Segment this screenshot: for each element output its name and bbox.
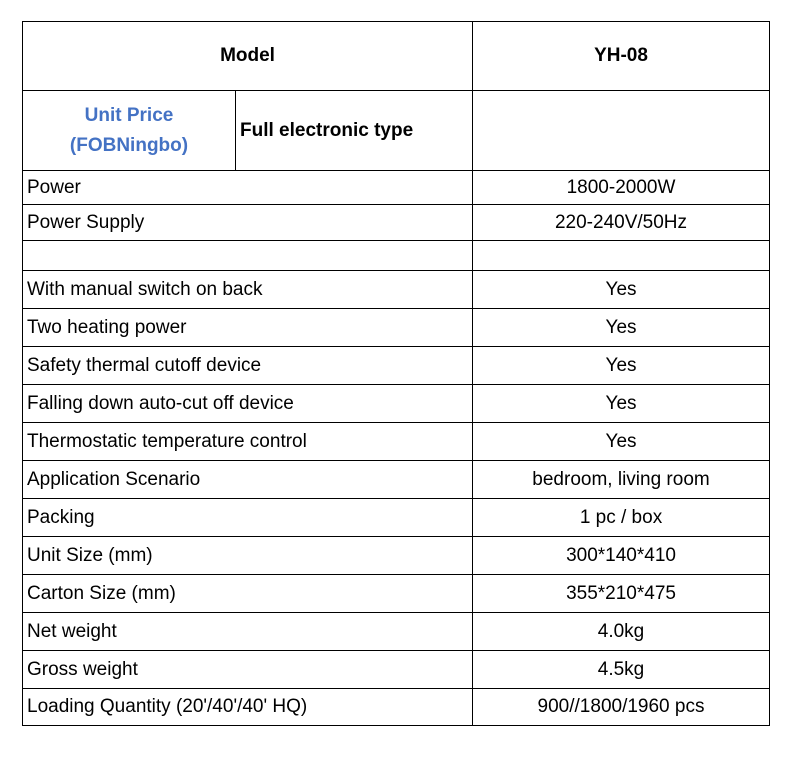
- row-value: Yes: [473, 423, 770, 461]
- table-row: [23, 205, 770, 241]
- model-value: YH-08: [473, 22, 770, 91]
- unit-price-label: [23, 91, 236, 171]
- row-label: Falling down auto-cut off device: [23, 385, 473, 423]
- table-row: [23, 651, 770, 689]
- row-value: 1800-2000W: [473, 171, 770, 205]
- row-value: bedroom, living room: [473, 461, 770, 499]
- row-label: Power Supply: [23, 205, 473, 241]
- table-row: [23, 241, 770, 271]
- row-value: Yes: [473, 385, 770, 423]
- product-type: Full electronic type: [236, 91, 473, 171]
- table-row: [23, 689, 770, 726]
- row-value: 4.0kg: [473, 613, 770, 651]
- row-label: Unit Size (mm): [23, 537, 473, 575]
- table-row: [23, 171, 770, 205]
- row-label: Net weight: [23, 613, 473, 651]
- row-value: 900//1800/1960 pcs: [473, 689, 770, 726]
- unit-price-value: [473, 91, 770, 171]
- row-value: 355*210*475: [473, 575, 770, 613]
- table-row: [23, 423, 770, 461]
- table-row: [23, 347, 770, 385]
- model-label: Model: [23, 22, 473, 91]
- row-value: Yes: [473, 347, 770, 385]
- table-row: [23, 575, 770, 613]
- unit-price-line1: Unit Price: [84, 104, 174, 126]
- row-value: Yes: [473, 309, 770, 347]
- row-label: Carton Size (mm): [23, 575, 473, 613]
- row-value: 220-240V/50Hz: [473, 205, 770, 241]
- row-label: Loading Quantity (20'/40'/40' HQ): [23, 689, 473, 726]
- row-label: With manual switch on back: [23, 271, 473, 309]
- unit-price-line2: (FOBNingbo): [69, 134, 189, 156]
- row-label: [23, 241, 473, 271]
- table-row: [23, 271, 770, 309]
- row-value: 1 pc / box: [473, 499, 770, 537]
- table-row: [23, 461, 770, 499]
- table-row: [23, 309, 770, 347]
- header-row: [23, 22, 770, 91]
- row-label: Power: [23, 171, 473, 205]
- row-value: Yes: [473, 271, 770, 309]
- row-label: Gross weight: [23, 651, 473, 689]
- table-row: [23, 613, 770, 651]
- row-value: 300*140*410: [473, 537, 770, 575]
- table-row: [23, 537, 770, 575]
- spec-table: [22, 21, 770, 726]
- row-label: Safety thermal cutoff device: [23, 347, 473, 385]
- row-label: Two heating power: [23, 309, 473, 347]
- row-label: Thermostatic temperature control: [23, 423, 473, 461]
- price-row: [23, 91, 770, 171]
- row-label: Application Scenario: [23, 461, 473, 499]
- table-row: [23, 385, 770, 423]
- row-label: Packing: [23, 499, 473, 537]
- row-value: 4.5kg: [473, 651, 770, 689]
- row-value: [473, 241, 770, 271]
- table-row: [23, 499, 770, 537]
